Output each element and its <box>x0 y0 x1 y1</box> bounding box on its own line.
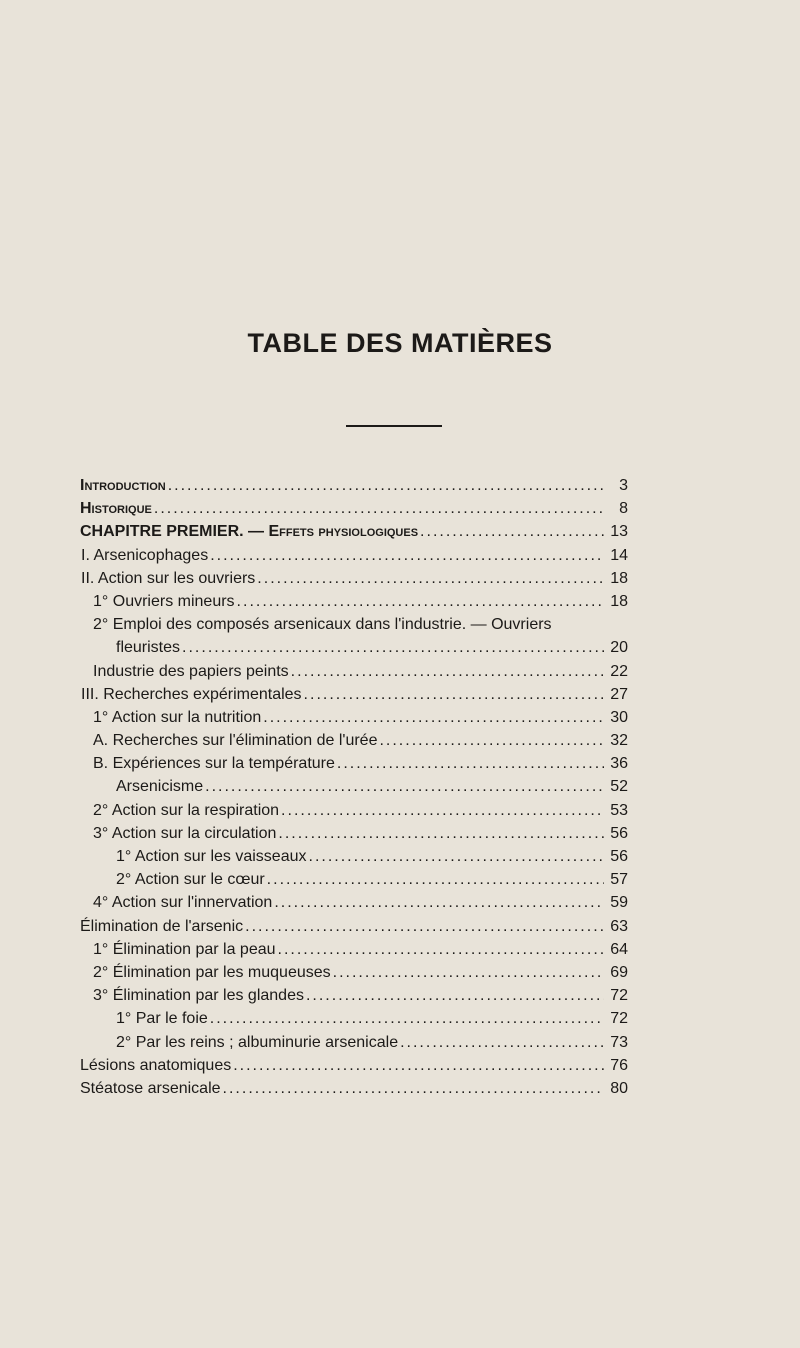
title-rule <box>346 425 442 427</box>
toc-entry <box>80 1054 628 1077</box>
dot-leader <box>267 868 604 891</box>
dot-leader <box>278 938 604 961</box>
toc-label: I. Arsenicophages <box>81 546 209 564</box>
toc-label: Introduction <box>80 477 166 494</box>
dot-leader <box>210 544 604 567</box>
toc-label: fleuristes <box>116 639 181 657</box>
toc-label: 2° Action sur le cœur <box>116 871 265 889</box>
toc-page-number: 20 <box>610 639 628 657</box>
toc-entry <box>80 660 628 683</box>
toc-label: 3° Action sur la circulation <box>93 824 277 842</box>
toc-label: Élimination de l'arsenic <box>80 917 244 935</box>
dot-leader <box>223 1077 604 1100</box>
dot-leader <box>182 636 604 659</box>
toc-entry <box>80 567 628 590</box>
toc-page-number: 57 <box>610 871 628 889</box>
toc-page-number: 53 <box>610 801 628 819</box>
chapter-subtitle: Effets physiologiques <box>268 523 419 541</box>
toc-label: 1° Par le foie <box>116 1010 208 1028</box>
toc-page-number: 56 <box>610 848 628 865</box>
toc-page-number: 59 <box>610 894 628 912</box>
toc-entry <box>80 590 628 613</box>
dot-leader <box>245 915 604 938</box>
toc-label <box>80 520 418 543</box>
toc-entry <box>80 891 628 914</box>
toc-page-number: 32 <box>610 732 628 750</box>
toc-page-number: 72 <box>610 1010 628 1028</box>
toc-page-number: 27 <box>610 685 628 703</box>
toc-entry <box>80 1007 628 1030</box>
toc-page-number: 69 <box>610 963 628 981</box>
toc-entry <box>80 1077 628 1100</box>
toc-label: Arsenicisme <box>116 778 204 796</box>
toc-entry <box>80 845 628 868</box>
toc-label: 2° Emploi des composés arsenicaux dans l'industrie. — Ouvriers <box>93 616 552 634</box>
dot-leader <box>168 474 604 497</box>
dot-leader <box>337 752 604 775</box>
toc-entry-chapitre-premier <box>80 520 628 543</box>
toc-page-number: 30 <box>610 708 628 726</box>
toc-entry <box>80 775 628 798</box>
dot-leader <box>210 1007 604 1030</box>
toc-page-number: 63 <box>610 917 628 935</box>
toc-page-number: 36 <box>610 755 628 773</box>
toc-label: 1° Action sur la nutrition <box>93 708 262 726</box>
toc-entry <box>80 683 628 706</box>
dot-leader <box>233 1054 604 1077</box>
toc-label: III. Recherches expérimentales <box>81 685 302 703</box>
toc-entry <box>80 1031 628 1054</box>
toc-label: A. Recherches sur l'élimination de l'urée <box>93 732 378 750</box>
page-title: TABLE DES MATIÈRES <box>247 328 553 358</box>
dot-leader <box>306 984 604 1007</box>
dot-leader <box>281 799 604 822</box>
toc-label: 2° Action sur la respiration <box>93 801 280 819</box>
toc-page-number: 8 <box>619 500 628 518</box>
table-of-contents <box>80 474 628 1100</box>
toc-page-number: 56 <box>610 824 628 842</box>
toc-label: 1° Ouvriers mineurs <box>93 592 235 610</box>
toc-entry <box>80 984 628 1007</box>
toc-label: Lésions anatomiques <box>80 1056 232 1074</box>
toc-entry <box>80 799 628 822</box>
toc-entry <box>80 752 628 775</box>
dot-leader <box>333 961 604 984</box>
toc-page-number: 14 <box>610 546 628 564</box>
toc-label: II. Action sur les ouvriers <box>81 569 256 587</box>
toc-entry <box>80 915 628 938</box>
toc-entry-historique <box>80 497 628 520</box>
toc-page-number: 22 <box>610 662 628 680</box>
toc-page-number: 73 <box>610 1033 628 1051</box>
dot-leader <box>237 590 604 613</box>
toc-entry <box>80 822 628 845</box>
toc-page-number: 52 <box>610 778 628 796</box>
toc-entry <box>80 938 628 961</box>
toc-page-number: 3 <box>619 477 628 494</box>
toc-label: Industrie des papiers peints <box>93 662 289 680</box>
dot-leader <box>400 1031 604 1054</box>
toc-page-number: 76 <box>610 1056 628 1074</box>
toc-entry <box>80 729 628 752</box>
dot-leader <box>205 775 604 798</box>
toc-page-number: 18 <box>610 569 628 587</box>
dot-leader <box>304 683 604 706</box>
toc-label: 4° Action sur l'innervation <box>93 894 273 912</box>
toc-label: 1° Action sur les vaisseaux <box>116 848 307 865</box>
toc-label: 2° Élimination par les muqueuses <box>93 963 331 981</box>
toc-label: 3° Élimination par les glandes <box>93 987 304 1005</box>
toc-label: 2° Par les reins ; albuminurie arsenicale <box>116 1033 399 1051</box>
toc-entry-continuation <box>80 636 628 659</box>
toc-page-number: 80 <box>610 1079 628 1097</box>
dot-leader <box>278 822 604 845</box>
toc-entry <box>80 706 628 729</box>
toc-label: 1° Élimination par la peau <box>93 940 276 958</box>
dot-leader <box>291 660 604 683</box>
toc-entry <box>80 613 628 636</box>
toc-entry-introduction <box>80 474 628 497</box>
dot-leader <box>274 891 604 914</box>
dot-leader <box>309 845 605 868</box>
dot-leader <box>420 520 604 543</box>
dot-leader <box>379 729 604 752</box>
toc-label: Historique <box>80 500 152 518</box>
toc-label: Stéatose arsenicale <box>80 1079 221 1097</box>
dot-leader <box>257 567 604 590</box>
toc-entry <box>80 961 628 984</box>
dot-leader <box>154 497 604 520</box>
toc-label: B. Expériences sur la température <box>93 755 335 773</box>
toc-page-number: 18 <box>610 592 628 610</box>
toc-page-number: 13 <box>610 523 628 541</box>
toc-entry <box>80 868 628 891</box>
toc-page-number: 64 <box>610 940 628 958</box>
dot-leader <box>263 706 604 729</box>
chapter-heading: CHAPITRE PREMIER. — <box>80 523 269 541</box>
toc-page-number: 72 <box>610 987 628 1005</box>
toc-entry <box>80 544 628 567</box>
